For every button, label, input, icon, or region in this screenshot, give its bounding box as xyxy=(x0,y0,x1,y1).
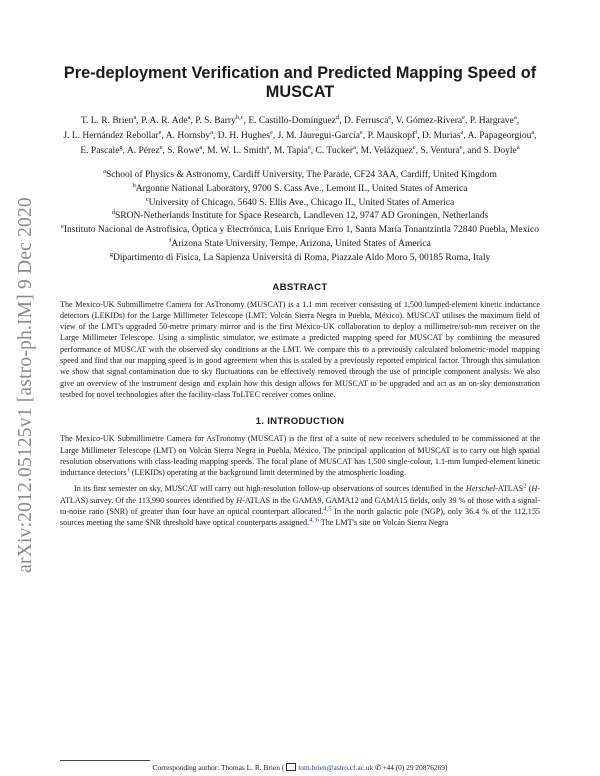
author-entry xyxy=(248,113,340,126)
citation-link[interactable]: 4, 6 xyxy=(309,516,319,524)
affiliation-mark: f xyxy=(169,236,172,244)
title-line-2: MUSCAT xyxy=(265,83,335,101)
author-affiliation-mark: e xyxy=(359,128,363,136)
affiliation-entry xyxy=(60,197,540,211)
affiliation-entry xyxy=(60,252,540,266)
author-affiliation-mark: e xyxy=(459,143,463,151)
author-affiliation-mark: a xyxy=(531,128,535,136)
affiliation-entry xyxy=(60,210,540,224)
paper-page xyxy=(60,64,540,529)
intro-p2-text: In the north galactic pole (NGP), only 36.4 % of the 112,155 sources meeting the same SNR threshold have optical counterparts assigned. xyxy=(60,507,540,528)
author-name: D. H. Hughes xyxy=(217,131,270,141)
author-affiliation-mark: a xyxy=(133,113,137,121)
author-affiliation-mark: e xyxy=(307,143,311,151)
affiliation-text: Arizona State University, Tempe, Arizona, United States of America xyxy=(171,238,431,249)
author-entry xyxy=(483,143,520,156)
author-entry xyxy=(467,128,535,141)
author-name: M. Tapia xyxy=(273,146,308,156)
author-affiliation-mark: e xyxy=(269,128,273,136)
author-name: C. Tucker xyxy=(315,146,353,156)
affiliation-text: Argonne National Laboratory, 9700 S. Cass Ave., Lemont IL, United States of America xyxy=(135,183,468,194)
author-name: S. Ventura xyxy=(420,146,460,156)
author-name: S. Rowe xyxy=(167,146,200,156)
author-name: V. Gómez-Rivera xyxy=(395,116,463,126)
author-name: P. Mauskopf xyxy=(367,131,416,141)
affiliation-mark: e xyxy=(61,223,64,231)
author-entry xyxy=(315,143,356,156)
affiliation-text: Dipartimento di Fisica, La Sapienza Universitá di Roma, Piazzale Aldo Moro 5, 00185 Roma, Italy xyxy=(112,252,491,263)
author-entry xyxy=(195,113,244,126)
author-name: D. Ferrusca xyxy=(343,116,389,126)
author-entry xyxy=(277,128,363,141)
citation-link[interactable]: 2 xyxy=(523,482,527,490)
intro-p2-text: -ATLAS) survey. Of the 113,990 sources identified by xyxy=(60,484,540,505)
intro-p2-text: Herschel xyxy=(465,484,496,494)
author-affiliation-mark: a xyxy=(187,113,191,121)
intro-p2-text: -ATLAS xyxy=(495,484,524,494)
author-affiliation-mark: e xyxy=(388,113,392,121)
mail-icon xyxy=(286,763,296,771)
affiliation-mark: d xyxy=(111,209,115,217)
author-entry xyxy=(343,113,392,126)
abstract-text: The Mexico-UK Submillimetre Camera for AsTronomy (MUSCAT) is a 1.1 mm receiver consisting of 1,500 lumped-element kinetic inductance detectors (LEKIDs) for the Large Millimeter Telescope (LMT; Volcán Sierra Negra in Puebla, México). MUSCAT utilises the maximum field of view of the LMT's upgraded 50-metre primary mirror and is the first México-UK collaboration to deploy a millimetre/sub-mm receiver on the Large Millimeter Telescope. Using a simplistic simulator, we estimate a predicted mapping speed for MUSCAT by combining the measured performance of MUSCAT with the observed sky conditions at the LMT. We compare this to a previously calculated bolometric-model mapping speed and find that our mapping speed is in good agreement when this is scaled by a previously reported empirical factor. Through this simulation we show that signal contamination due to sky fluctuations can be effectively removed through the use of principle component analysis. We also give an overview of the instrument design and explain how this design allows for MUSCAT to be upgraded and act as an on-sky demonstration testbed for novel technologies after the facility-class ToLTEC receiver comes online. xyxy=(60,299,540,399)
author-affiliation-mark: a xyxy=(516,143,520,151)
author-name: P. Hargrave xyxy=(469,116,514,126)
intro-p2-text: In its first semester on sky, MUSCAT will carry out high-resolution follow-up observations of sources identified in the xyxy=(74,484,466,494)
author-phone: +44 (0) 29 20876269) xyxy=(382,763,448,772)
author-name: D. Murias xyxy=(422,131,461,141)
author-affiliation-mark: e xyxy=(462,113,465,121)
author-affiliation-mark: e xyxy=(158,128,162,136)
title-line-1: Pre-deployment Verification and Predicted Mapping Speed of xyxy=(63,64,537,82)
author-affiliation-mark: a xyxy=(460,128,464,136)
intro-p2-text: The LMT's site on Volcán Sierra Negra xyxy=(318,518,449,528)
author-entry xyxy=(167,143,203,156)
affiliation-entry xyxy=(60,183,540,197)
phone-icon: ✆ xyxy=(375,763,382,772)
intro-paragraph-1 xyxy=(60,433,540,478)
affiliation-mark: g xyxy=(109,250,113,258)
affiliation-mark: c xyxy=(145,195,149,203)
citation-link[interactable]: 4,5 xyxy=(323,505,332,513)
author-affiliation-mark: f xyxy=(415,128,418,136)
affiliation-mark: b xyxy=(132,181,136,189)
author-name: A. Pérez xyxy=(126,146,160,156)
intro-p2-text: ( xyxy=(526,484,532,494)
author-entry xyxy=(469,113,517,126)
intro-p1-text-a: The Mexico-UK Submillimetre Camera for AsTronomy (MUSCAT) is the first of a suite of new receivers scheduled to be commissioned at the Large Millimeter Telescope (LMT) on Volcán Sierra Negra in Puebla, México. The principal application of MUSCAT is to carry out high spatial resolution observations with class-leading mapping speeds. The focal plane of MUSCAT has 1,500 single-colour, 1.1-mm lumped-element kinetic inductance detectors xyxy=(60,434,540,478)
author-entry xyxy=(395,113,465,126)
author-name: S. Doyle xyxy=(483,146,517,156)
author-list: T. L. R. Brien$^a$, P. A. R. Ade$^a$, P. S. Barry$^{b,c}$, E. Castillo-Domínguez$^d$, D. Ferrusca$^e$, V. Gómez-Rivera$^e$, P. Hargrave$^a$, J. L. Hernández Rebollar$^e$, A. Hornsby$^a$, D. H. Hughes$^e$, J. M. Jáuregui-García$^e$, P. Mauskopf$^f$, D. Murias$^a$, A. Papageorgiou$^a$, E. Pascale$^g$, A. Pérez$^e$, S. Rowe$^a$, M. W. L. Smith$^a$, M. Tapia$^e$, C. Tucker$^a$, M. Velázquez$^e$, S. Ventura$^e$, and S. Doyle$^a$ xyxy=(63,113,537,156)
intro-paragraph-2 xyxy=(60,483,540,528)
author-name: J. M. Jáuregui-García xyxy=(277,131,360,141)
author-name: J. L. Hernández Rebollar xyxy=(63,131,159,141)
author-entry xyxy=(126,143,163,156)
intro-p1-text-b: (LEKIDs) operating at the background limit determined by the atmospheric loading. xyxy=(129,468,406,478)
citation-link[interactable]: 1 xyxy=(126,466,130,474)
author-name: P. A. R. Ade xyxy=(141,116,188,126)
author-affiliation-mark: b,c xyxy=(235,113,244,121)
author-name: A. Papageorgiou xyxy=(467,131,532,141)
author-name: A. Hornsby xyxy=(165,131,211,141)
introduction-heading: 1. INTRODUCTION xyxy=(255,416,345,428)
author-entry xyxy=(80,113,137,126)
author-entry xyxy=(141,113,191,126)
affiliation-mark: a xyxy=(103,167,106,175)
author-entry xyxy=(207,143,270,156)
author-entry xyxy=(217,128,273,141)
affiliation-text: Instituto Nacional de Astrofísica, Óptica y Electrónica, Luis Enrique Erro 1, Santa María Tonantzintla 72840 Puebla, Mexico xyxy=(63,225,539,236)
author-entry xyxy=(360,143,416,156)
intro-p2-text: -ATLAS in the GAMA9, GAMA12 and GAMA15 fields, only 39 % of those with a signal-to-noise ratio (SNR) of greater than four have an optical counterpart allocated. xyxy=(60,495,540,517)
corresponding-author-footnote xyxy=(60,763,540,772)
author-affiliation-mark: e xyxy=(412,143,416,151)
affiliation-text: SRON-Netherlands Institute for Space Research, Landleven 12, 9747 AD Groningen, Netherlands xyxy=(114,211,489,222)
footnote-label: Corresponding author: Thomas L. R. Brien ( xyxy=(152,763,285,772)
intro-p2-text: H xyxy=(236,495,243,505)
author-affiliation-mark: a xyxy=(513,113,517,121)
author-name: E. Pascale xyxy=(80,146,120,156)
footnote-divider xyxy=(60,760,150,761)
arxiv-id-text: arXiv:2012.05125v1 [astro-ph.IM] 9 Dec 2020 xyxy=(15,197,36,573)
affiliation-list xyxy=(60,169,540,266)
paper-title xyxy=(60,64,540,102)
affiliation-entry xyxy=(60,238,540,252)
author-email-link[interactable]: tom.brien@astro.cf.ac.uk xyxy=(298,763,374,772)
author-affiliation-mark: a xyxy=(353,143,356,151)
author-affiliation-mark: d xyxy=(335,113,340,121)
author-name: M. Velázquez xyxy=(360,146,413,156)
author-entry xyxy=(422,128,464,141)
author-name: E. Castillo-Domínguez xyxy=(248,116,336,126)
author-entry xyxy=(63,128,162,141)
author-name: T. L. R. Brien xyxy=(80,116,134,126)
author-affiliation-mark: a xyxy=(199,143,203,151)
author-affiliation-mark: a xyxy=(266,143,270,151)
abstract-heading: ABSTRACT xyxy=(272,281,328,293)
author-affiliation-mark: g xyxy=(119,143,123,151)
intro-p2-text: H xyxy=(531,484,538,494)
author-entry xyxy=(80,143,123,156)
author-entry xyxy=(273,143,311,156)
affiliation-text: University of Chicago, 5640 S. Ellis Ave., Chicago IL, United States of America xyxy=(148,197,455,208)
author-affiliation-mark: e xyxy=(159,143,163,151)
arxiv-identifier-stamp xyxy=(8,197,44,573)
author-entry xyxy=(420,143,463,156)
author-entry xyxy=(165,128,213,141)
author-name: P. S. Barry xyxy=(195,116,236,126)
affiliation-entry xyxy=(60,224,540,238)
affiliation-text: School of Physics & Astronomy, Cardiff University, The Parade, CF24 3AA, Cardiff, United Kingdom xyxy=(106,170,497,180)
author-name: M. W. L. Smith xyxy=(207,146,267,156)
author-entry xyxy=(367,128,418,141)
author-affiliation-mark: a xyxy=(210,128,213,136)
